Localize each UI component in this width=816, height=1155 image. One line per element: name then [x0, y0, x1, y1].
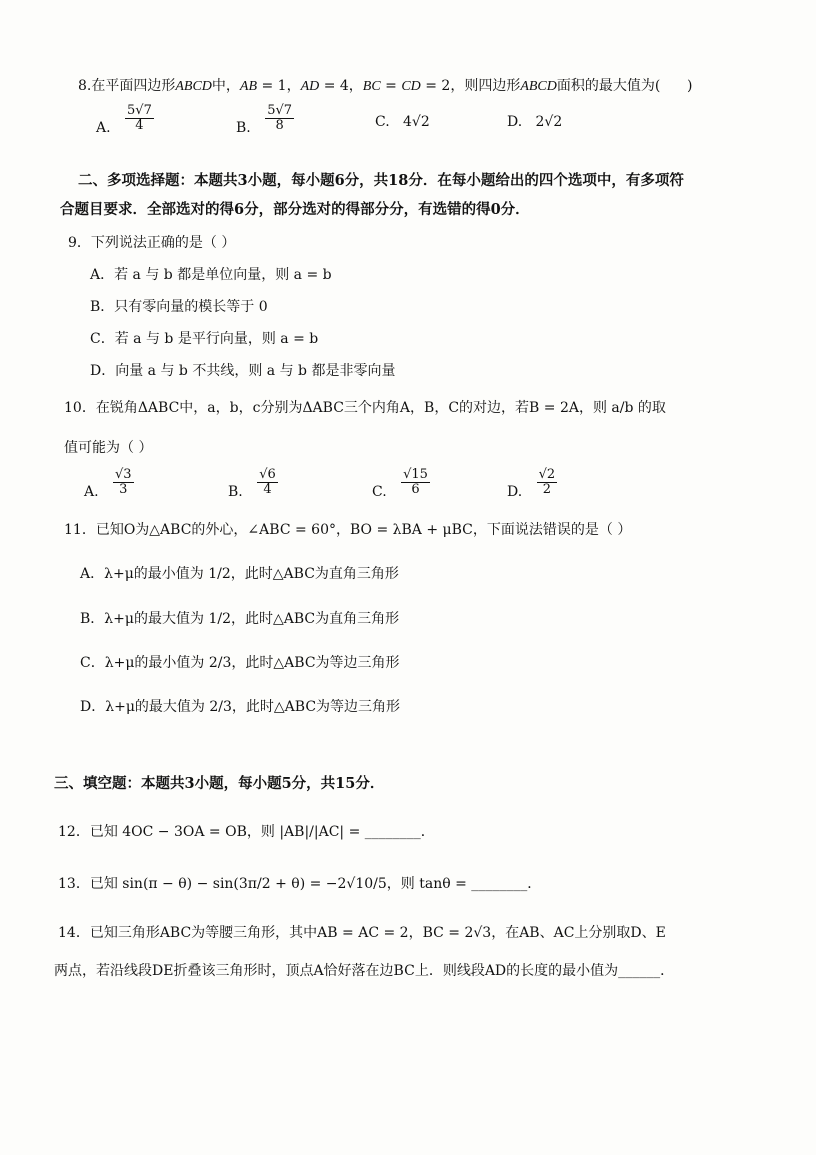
q9-stem: 9．下列说法正确的是（ ）	[68, 235, 236, 251]
q11-stem: 11．已知O为△ABC的外心，∠ABC = 60°，BO = λBA + μBC，下面说法错误的是（ ）	[64, 522, 632, 538]
section2-heading-line2: 合题目要求．全部选对的得6分，部分选对的得部分分，有选错的得0分．	[60, 201, 530, 218]
q10-option-b: B. $\frac{√6}{4}$	[228, 467, 276, 501]
q10-option-d: D. $\frac{√2}{2}$	[507, 467, 556, 501]
q12-text: 12．已知 4OC − 3OA = OB，则 |AB|/|AC| = ________．	[58, 824, 435, 840]
q8-stem: 8.在平面四边形ABCD中，AB = 1，AD = 4，BC = CD = 2，则四边形ABCD面积的最大值为( )	[78, 78, 693, 94]
q14-line2: 两点，若沿线段DE折叠该三角形时，顶点A恰好落在边BC上．则线段AD的长度的最小值为______．	[54, 963, 675, 979]
q8-option-c: C. 4√2	[375, 114, 430, 130]
q10-stem-line2: 值可能为（ ）	[64, 440, 153, 456]
q11-option-d: D．λ+μ的最大值为 2/3，此时△ABC为等边三角形	[80, 699, 401, 715]
q10-option-c: C. $\frac{√15}{6}$	[372, 467, 428, 501]
q10-option-a: A. $\frac{√3}{3}$	[84, 467, 132, 501]
q9-option-b: B．只有零向量的模长等于 0	[90, 299, 268, 315]
section3-heading: 三、填空题：本题共3小题，每小题5分，共15分．	[54, 775, 385, 792]
q13-text: 13．已知 sin(π − θ) − sin(3π/2 + θ) = −2√10/5，则 tanθ = ________．	[58, 876, 542, 892]
q11-option-c: C．λ+μ的最小值为 2/3，此时△ABC为等边三角形	[80, 655, 400, 671]
q8-option-d: D. 2√2	[507, 114, 563, 130]
q8-option-b: B. $\frac{5√7}{8}$	[236, 103, 293, 137]
q10-stem-line1: 10．在锐角ΔABC中，a，b，c分别为ΔABC三个内角A，B，C的对边，若B = 2A，则 a/b 的取	[64, 400, 666, 416]
q8-option-a: A. $\frac{5√7}{4}$	[96, 103, 152, 137]
q14-line1: 14．已知三角形ABC为等腰三角形，其中AB = AC = 2，BC = 2√3，在AB、AC上分别取D、E	[58, 925, 666, 941]
q9-option-d: D．向量 a 与 b 不共线，则 a 与 b 都是非零向量	[90, 363, 396, 379]
q11-option-a: A．λ+μ的最小值为 1/2，此时△ABC为直角三角形	[80, 566, 399, 582]
q9-option-a: A．若 a 与 b 都是单位向量，则 a = b	[90, 267, 332, 283]
q11-option-b: B．λ+μ的最大值为 1/2，此时△ABC为直角三角形	[80, 611, 400, 627]
q9-option-c: C．若 a 与 b 是平行向量，则 a = b	[90, 331, 319, 347]
section2-heading: 二、多项选择题：本题共3小题，每小题6分，共18分．在每小题给出的四个选项中，有多项符	[78, 172, 684, 189]
